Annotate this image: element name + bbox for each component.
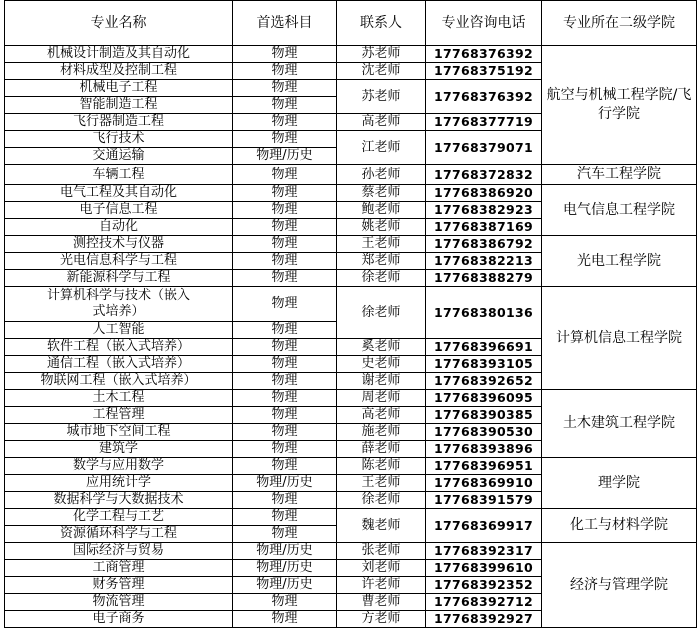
major-cell: 新能源科学与工程 [5,270,233,287]
phone-cell: 17768369917 [426,509,542,543]
table-row [5,509,697,526]
contact-cell: 魏老师 [337,509,426,543]
college-cell [542,46,697,165]
header-row [5,1,697,46]
major-cell: 应用统计学 [5,475,233,492]
header-major: 专业名称 [5,1,233,46]
contact-cell: 徐老师 [337,270,426,287]
subject-cell: 物理/历史 [233,543,337,560]
table-row [5,458,697,475]
phone-cell: 17768380136 [426,287,542,339]
contact-cell: 姚老师 [337,219,426,236]
subject-cell: 物理 [233,611,337,628]
subject-cell: 物理/历史 [233,560,337,577]
contact-cell: 徐老师 [337,492,426,509]
major-cell: 飞行技术 [5,131,233,148]
college-cell: 电气信息工程学院 [542,185,697,236]
contact-cell: 苏老师 [337,80,426,114]
major-cell: 智能制造工程 [5,97,233,114]
major-cell: 飞行器制造工程 [5,114,233,131]
major-cell: 电气工程及其自动化 [5,185,233,202]
subject-cell: 物理 [233,253,337,270]
table-row [5,390,697,407]
phone-cell: 17768396095 [426,390,542,407]
major-cell: 机械设计制造及其自动化 [5,46,233,63]
contact-cell: 沈老师 [337,63,426,80]
table-row [5,165,697,185]
subject-cell: 物理 [233,356,337,373]
phone-cell: 17768391579 [426,492,542,509]
major-cell: 软件工程（嵌入式培养） [5,339,233,356]
subject-cell: 物理 [233,526,337,543]
subject-cell: 物理 [233,219,337,236]
subject-cell: 物理 [233,492,337,509]
subject-cell: 物理/历史 [233,577,337,594]
college-cell: 计算机信息工程学院 [542,287,697,390]
contact-cell: 奚老师 [337,339,426,356]
table-row [5,236,697,253]
college-cell: 经济与管理学院 [542,543,697,628]
major-cell: 自动化 [5,219,233,236]
subject-cell: 物理 [233,185,337,202]
college-cell: 汽车工程学院 [542,165,697,185]
table-row [5,287,697,322]
header-subject: 首选科目 [233,1,337,46]
major-cell: 光电信息科学与工程 [5,253,233,270]
contact-cell: 施老师 [337,424,426,441]
subject-cell: 物理 [233,270,337,287]
subject-cell: 物理 [233,165,337,185]
major-cell: 车辆工程 [5,165,233,185]
table-row [5,185,697,202]
contact-cell: 鲍老师 [337,202,426,219]
major-cell: 测控技术与仪器 [5,236,233,253]
major-cell: 电子商务 [5,611,233,628]
subject-cell: 物理/历史 [233,148,337,165]
phone-cell: 17768375192 [426,63,542,80]
college-cell: 光电工程学院 [542,236,697,287]
phone-cell: 17768376392 [426,46,542,63]
phone-cell: 17768379071 [426,131,542,165]
major-cell: 电子信息工程 [5,202,233,219]
major-cell: 资源循环科学与工程 [5,526,233,543]
subject-cell: 物理 [233,424,337,441]
phone-cell: 17768377719 [426,114,542,131]
phone-cell: 17768376392 [426,80,542,114]
phone-cell: 17768372832 [426,165,542,185]
contact-cell: 徐老师 [337,287,426,339]
college-cell: 化工与材料学院 [542,509,697,543]
major-cell: 财务管理 [5,577,233,594]
table-wrapper [4,0,697,628]
contact-cell: 郑老师 [337,253,426,270]
subject-cell: 物理 [233,390,337,407]
contact-cell: 王老师 [337,236,426,253]
phone-cell: 17768382923 [426,202,542,219]
phone-cell: 17768392712 [426,594,542,611]
phone-cell: 17768388279 [426,270,542,287]
phone-cell: 17768392317 [426,543,542,560]
contact-cell: 陈老师 [337,458,426,475]
phone-cell: 17768393105 [426,356,542,373]
major-cell: 工程管理 [5,407,233,424]
college-cell: 土木建筑工程学院 [542,390,697,458]
subject-cell: 物理 [233,202,337,219]
major-cell [5,287,233,322]
contact-cell: 高老师 [337,114,426,131]
contact-cell: 孙老师 [337,165,426,185]
header-college: 专业所在二级学院 [542,1,697,46]
contact-cell: 谢老师 [337,373,426,390]
major-cell: 城市地下空间工程 [5,424,233,441]
subject-cell: 物理 [233,97,337,114]
contact-cell: 苏老师 [337,46,426,63]
phone-cell: 17768390385 [426,407,542,424]
subject-cell: 物理 [233,339,337,356]
contact-cell: 史老师 [337,356,426,373]
major-cell: 化学工程与工艺 [5,509,233,526]
subject-cell: 物理 [233,131,337,148]
phone-cell: 17768393896 [426,441,542,458]
major-cell: 机械电子工程 [5,80,233,97]
phone-cell: 17768392927 [426,611,542,628]
major-cell: 交通运输 [5,148,233,165]
major-cell: 物流管理 [5,594,233,611]
contact-cell: 周老师 [337,390,426,407]
subject-cell: 物理 [233,46,337,63]
phone-cell: 17768386792 [426,236,542,253]
phone-cell: 17768392352 [426,577,542,594]
subject-cell: 物理/历史 [233,475,337,492]
phone-cell: 17768396691 [426,339,542,356]
contact-cell: 方老师 [337,611,426,628]
major-cell: 数据科学与大数据技术 [5,492,233,509]
subject-cell: 物理 [233,287,337,322]
college-cell: 理学院 [542,458,697,509]
subject-cell: 物理 [233,236,337,253]
phone-cell: 17768399610 [426,560,542,577]
major-cell: 建筑学 [5,441,233,458]
table-row [5,46,697,63]
phone-cell: 17768390530 [426,424,542,441]
major-cell: 数学与应用数学 [5,458,233,475]
header-phone: 专业咨询电话 [426,1,542,46]
subject-cell: 物理 [233,458,337,475]
contact-cell: 蔡老师 [337,185,426,202]
subject-cell: 物理 [233,407,337,424]
contact-cell: 江老师 [337,131,426,165]
major-contact-table [4,0,697,628]
header-contact: 联系人 [337,1,426,46]
contact-cell: 许老师 [337,577,426,594]
contact-cell: 王老师 [337,475,426,492]
subject-cell: 物理 [233,114,337,131]
subject-cell: 物理 [233,80,337,97]
major-cell: 工商管理 [5,560,233,577]
contact-cell: 张老师 [337,543,426,560]
contact-cell: 高老师 [337,407,426,424]
major-cell: 通信工程（嵌入式培养） [5,356,233,373]
phone-cell: 17768369910 [426,475,542,492]
phone-cell: 17768387169 [426,219,542,236]
major-cell: 材料成型及控制工程 [5,63,233,80]
table-row [5,543,697,560]
phone-cell: 17768382213 [426,253,542,270]
phone-cell: 17768392652 [426,373,542,390]
subject-cell: 物理 [233,322,337,339]
subject-cell: 物理 [233,373,337,390]
major-cell: 人工智能 [5,322,233,339]
major-cell: 物联网工程（嵌入式培养） [5,373,233,390]
contact-cell: 薛老师 [337,441,426,458]
contact-cell: 曹老师 [337,594,426,611]
phone-cell: 17768396951 [426,458,542,475]
subject-cell: 物理 [233,594,337,611]
subject-cell: 物理 [233,441,337,458]
major-text: 计算机科学与技术（嵌入式培养） [46,288,190,319]
major-cell: 土木工程 [5,390,233,407]
college-name: 航空与机械工程学院/飞行学院 [546,87,692,122]
phone-cell: 17768386920 [426,185,542,202]
subject-cell: 物理 [233,63,337,80]
contact-cell: 刘老师 [337,560,426,577]
subject-cell: 物理 [233,509,337,526]
major-cell: 国际经济与贸易 [5,543,233,560]
